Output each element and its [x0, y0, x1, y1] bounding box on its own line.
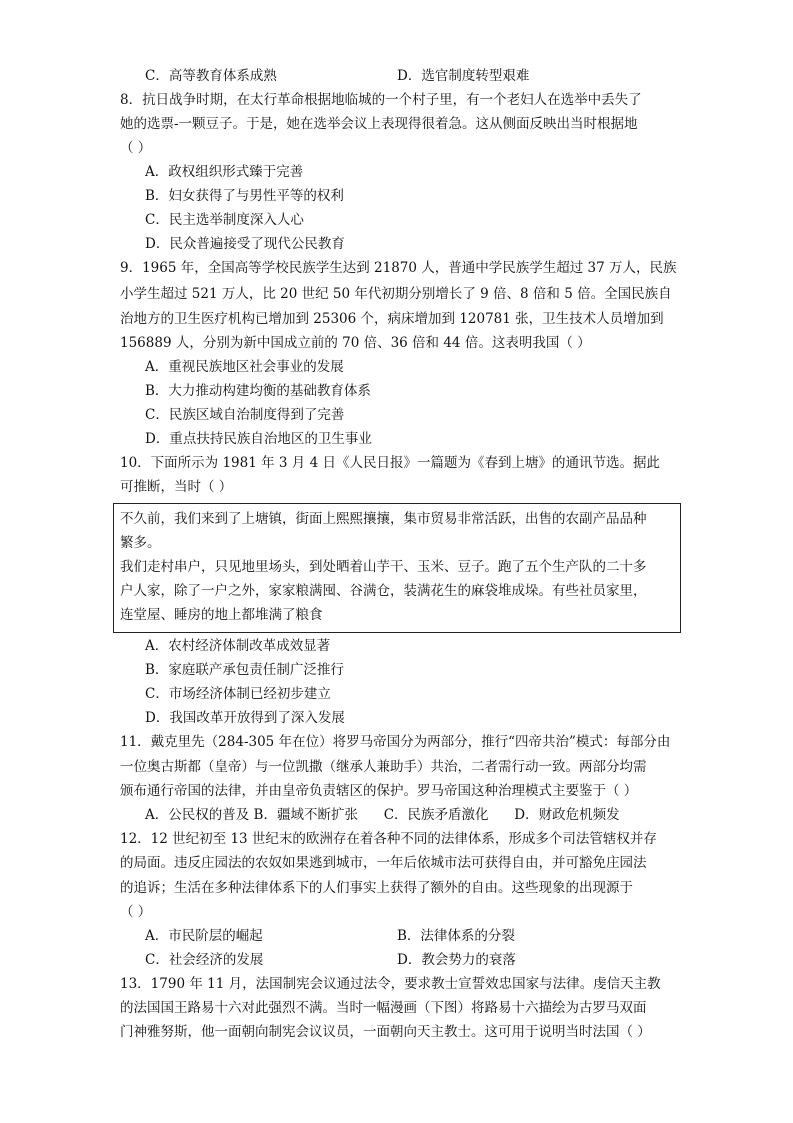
q8-option-c: C．民主选举制度深入人心 — [145, 212, 304, 228]
q12-option-c: C．社会经济的发展 — [145, 952, 264, 968]
excerpt-line: 不久前，我们来到了上塘镇，街面上熙熙攘攘，集市贸易非常活跃，出售的农副产品品种 — [120, 511, 647, 527]
q13-stem-line: 13．1790 年 11 月，法国制宪会议通过法令，要求教士宣誓效忠国家与法律。虔信天主教 — [120, 976, 661, 992]
q13-stem-line: 的法国国王路易十六对此强烈不满。当时一幅漫画（下图）将路易十六描绘为古罗马双面 — [120, 1000, 647, 1016]
q9-stem-line: 小学生超过 521 万人，比 20 世纪 50 年代初期分别增长了 9 倍、8 倍和 5 倍。全国民族自 — [120, 286, 672, 302]
q8-option-d: D．民众普遍接受了现代公民教育 — [145, 236, 345, 252]
q11-stem-line: 一位奥古斯都（皇帝）与一位凯撒（继承人兼助手）共治，二者需行动一致。两部分均需 — [120, 759, 647, 775]
q9-option-c: C．民族区域自治制度得到了完善 — [145, 407, 345, 423]
q8-option-a: A．政权组织形式臻于完善 — [145, 164, 304, 180]
q9-option-d: D．重点扶持民族自治地区的卫生事业 — [145, 431, 372, 447]
q11-stem-line: 11．戴克里先（284-305 年在位）将罗马帝国分为两部分，推行“四帝共治”模式：每部分由 — [120, 734, 671, 750]
q9-stem-line: 156889 人，分别为新中国成立前的 70 倍、36 倍和 44 倍。这表明我国（ ） — [120, 335, 591, 351]
q7-option-d: D．选官制度转型艰难 — [397, 68, 530, 84]
excerpt-line: 连堂屋、睡房的地上都堆满了粮食 — [120, 607, 323, 623]
q12-option-a: A．市民阶层的崛起 — [145, 928, 263, 944]
q11-stem-line: 颁布通行帝国的法律，并由皇帝负责辖区的保护。罗马帝国这种治理模式主要鉴于（ ） — [120, 783, 638, 799]
q9-option-a: A．重视民族地区社会事业的发展 — [145, 359, 344, 375]
q11-options: A．公民权的普及 B．疆域不断扩张 C．民族矛盾激化 D．财政危机频发 — [145, 807, 620, 823]
excerpt-line: 户人家，除了一户之外，家家粮满囤、谷满仓，装满花生的麻袋堆成垛。有些社员家里， — [120, 583, 647, 599]
q8-option-b: B．妇女获得了与男性平等的权利 — [145, 188, 344, 204]
q13-stem-line: 门神雅努斯，他一面朝向制宪会议议员，一面朝向天主教士。这可用于说明当时法国（ ） — [120, 1024, 651, 1040]
q12-option-b: B．法律体系的分裂 — [397, 928, 515, 944]
q12-answer-blank: （ ） — [120, 904, 152, 920]
q12-stem-line: 12．12 世纪初至 13 世纪末的欧洲存在着各种不同的法律体系，形成多个司法管辖权并存 — [120, 831, 657, 847]
q12-stem-line: 的追诉；生活在多种法律体系下的人们事实上获得了额外的自由。这些现象的出现源于 — [120, 880, 633, 896]
q12-stem-line: 的局面。违反庄园法的农奴如果逃到城市，一年后依城市法可获得自由，并可豁免庄园法 — [120, 855, 647, 871]
q8-stem-line: 她的选票-一颗豆子。于是，她在选举会议上表现得很着急。这从侧面反映出当时根据地 — [120, 116, 638, 132]
q10-option-c: C．市场经济体制已经初步建立 — [145, 686, 331, 702]
q10-option-d: D．我国改革开放得到了深入发展 — [145, 710, 345, 726]
q10-option-b: B．家庭联产承包责任制广泛推行 — [145, 662, 344, 678]
q8-stem-line: 8．抗日战争时期，在太行革命根据地临城的一个村子里，有一个老妇人在选举中丢失了 — [120, 92, 642, 108]
q9-stem-line: 9．1965 年，全国高等学校民族学生达到 21870 人，普通中学民族学生超过 37 万人，民族 — [120, 260, 677, 276]
q10-stem-line: 10．下面所示为 1981 年 3 月 4 日《人民日报》一篇题为《春到上塘》的通讯节选。据此 — [120, 455, 660, 471]
q7-option-c: C．高等教育体系成熟 — [145, 68, 277, 84]
q9-stem-line: 治地方的卫生医疗机构已增加到 25306 个，病床增加到 120781 张，卫生技术人员增加到 — [120, 311, 664, 327]
q10-option-a: A．农村经济体制改革成效显著 — [145, 638, 331, 654]
q10-stem-line: 可推断，当时（ ） — [120, 479, 233, 495]
excerpt-line: 我们走村串户，只见地里场头，到处晒着山芋干、玉米、豆子。跑了五个生产队的二十多 — [120, 559, 647, 575]
excerpt-line: 繁多。 — [120, 535, 161, 551]
q8-answer-blank: （ ） — [120, 140, 152, 156]
q9-option-b: B．大力推动构建均衡的基础教育体系 — [145, 383, 371, 399]
q12-option-d: D．教会势力的衰落 — [397, 952, 516, 968]
q10-excerpt-box — [113, 503, 681, 633]
